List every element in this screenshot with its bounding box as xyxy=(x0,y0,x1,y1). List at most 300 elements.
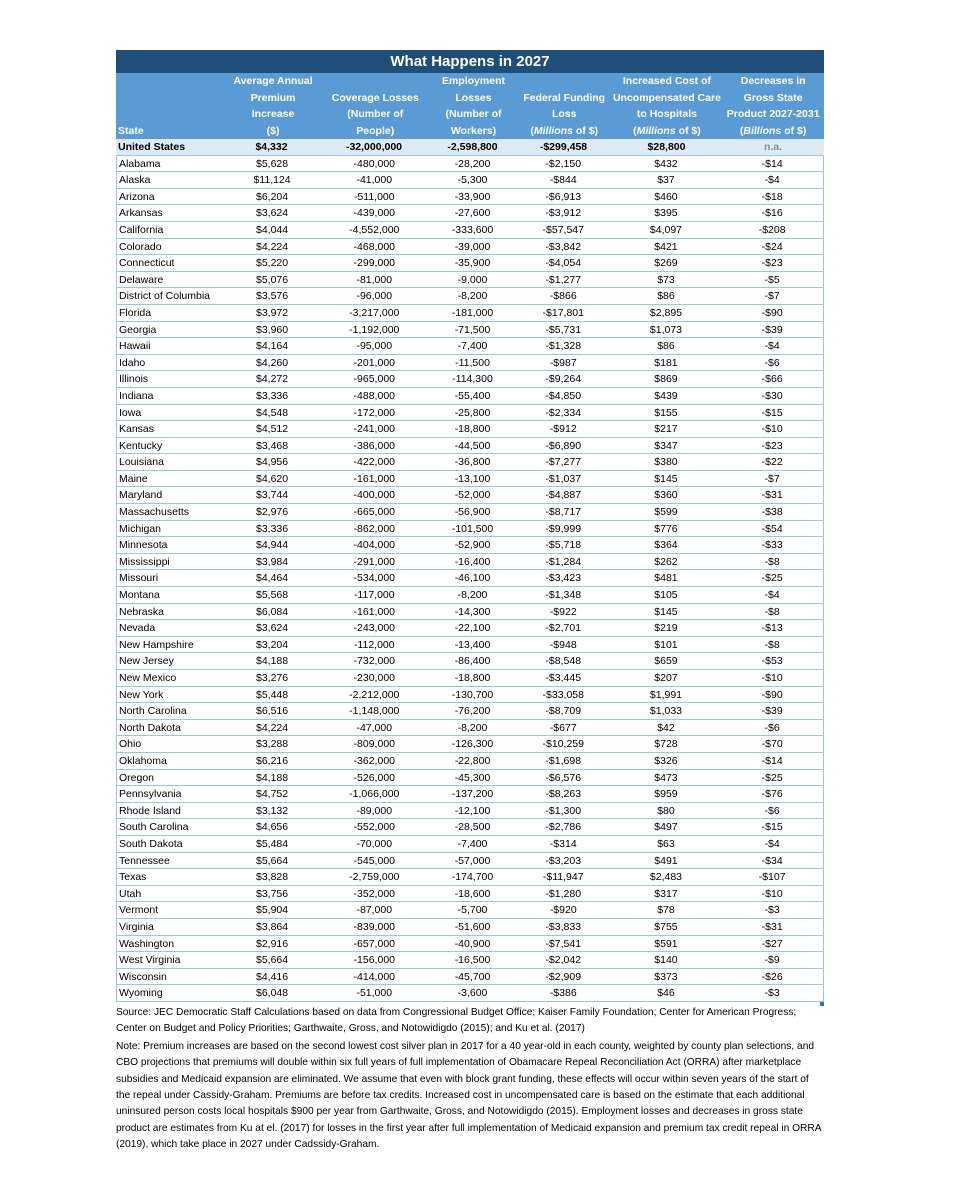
cell-federal: -$7,541 xyxy=(545,937,582,950)
table-row xyxy=(117,587,823,604)
table-row xyxy=(117,919,823,936)
cell-state: Georgia xyxy=(119,323,157,336)
cell-premium: $5,448 xyxy=(256,688,289,701)
table-row xyxy=(117,172,823,189)
cell-uncompensated: $46 xyxy=(657,987,675,1000)
cell-federal: -$4,054 xyxy=(545,257,582,270)
cell-employment: -46,100 xyxy=(454,572,491,585)
cell-employment: -51,600 xyxy=(454,920,491,933)
cell-federal: -$8,717 xyxy=(545,506,582,519)
data-table xyxy=(116,50,824,1002)
cell-coverage: -4,552,000 xyxy=(349,223,400,236)
cell-uncompensated: $1,991 xyxy=(649,688,683,701)
cell-state: Kansas xyxy=(119,423,155,436)
table-row xyxy=(117,371,823,388)
cell-federal: -$1,348 xyxy=(545,589,582,602)
header-line: Product 2027-2031 xyxy=(726,108,820,120)
header-state-label: State xyxy=(118,124,144,137)
cell-coverage: -89,000 xyxy=(356,804,393,817)
cell-federal: -$866 xyxy=(549,290,577,303)
cell-state: California xyxy=(119,223,164,236)
cell-federal: -$386 xyxy=(549,987,577,1000)
cell-employment: -114,300 xyxy=(452,373,493,386)
cell-federal: -$4,887 xyxy=(545,489,582,502)
cell-uncompensated: $2,895 xyxy=(649,306,683,319)
cell-uncompensated: $37 xyxy=(657,174,675,187)
cell-gsp: -$90 xyxy=(761,688,783,701)
cell-uncompensated: $63 xyxy=(657,837,675,850)
cell-coverage: -862,000 xyxy=(353,522,395,535)
cell-gsp: -$208 xyxy=(758,223,786,236)
cell-coverage: -117,000 xyxy=(353,589,395,602)
cell-state: Alabama xyxy=(119,157,161,170)
cell-federal: -$987 xyxy=(549,356,577,369)
table-header xyxy=(116,73,824,139)
cell-coverage: -161,000 xyxy=(353,472,395,485)
cell-uncompensated: $326 xyxy=(654,754,678,767)
cell-premium: $4,044 xyxy=(256,223,289,236)
cell-state: District of Columbia xyxy=(119,290,211,303)
cell-employment: -57,000 xyxy=(454,854,491,867)
source-text: Source: JEC Democratic Staff Calculations based on data from Congressional Budget Office; Kaiser Family Foundation; Center for American Progress; Center on Budget and Policy Priorities; Garthwaite, Gross, and Notowidigdo (2015); and Ku et al. (2017) xyxy=(116,1007,797,1035)
cell-employment: -7,400 xyxy=(457,340,488,353)
cell-gsp: -$10 xyxy=(761,887,783,900)
cell-uncompensated: $42 xyxy=(657,721,675,734)
cell-uncompensated: $181 xyxy=(654,356,678,369)
table-row xyxy=(117,570,823,587)
cell-employment: -18,800 xyxy=(454,423,491,436)
cell-premium: $4,752 xyxy=(256,788,289,801)
cell-federal: -$2,150 xyxy=(545,157,582,170)
table-row xyxy=(117,819,823,836)
header-line: Premium xyxy=(250,91,296,104)
cell-state: Indiana xyxy=(119,389,154,402)
cell-premium: $4,464 xyxy=(256,572,289,585)
total-employment: -2,598,800 xyxy=(447,141,498,153)
cell-state: Michigan xyxy=(119,522,162,535)
cell-uncompensated: $80 xyxy=(657,804,675,817)
cell-coverage: -3,217,000 xyxy=(349,306,400,319)
cell-gsp: -$4 xyxy=(764,837,780,850)
cell-premium: $5,076 xyxy=(256,273,289,286)
cell-coverage: -665,000 xyxy=(353,506,395,519)
cell-employment: -7,400 xyxy=(457,837,488,850)
cell-federal: -$8,709 xyxy=(545,705,582,718)
cell-coverage: -299,000 xyxy=(353,257,395,270)
cell-employment: -5,300 xyxy=(457,174,488,187)
notes xyxy=(116,1005,824,1155)
cell-uncompensated: $207 xyxy=(654,672,678,684)
cell-state: Utah xyxy=(119,887,142,900)
header-line: Increase xyxy=(251,108,295,120)
cell-premium: $3,276 xyxy=(256,672,289,684)
cell-federal: -$6,890 xyxy=(545,439,582,452)
cell-uncompensated: $140 xyxy=(654,954,678,967)
cell-uncompensated: $599 xyxy=(654,506,678,519)
cell-premium: $3,132 xyxy=(256,804,289,817)
cell-state: Arkansas xyxy=(119,207,163,220)
cell-federal: -$1,698 xyxy=(545,754,582,767)
table-row xyxy=(117,720,823,737)
cell-coverage: -156,000 xyxy=(353,954,395,967)
cell-federal: -$1,284 xyxy=(545,555,582,568)
table-row xyxy=(117,405,823,422)
cell-gsp: -$18 xyxy=(761,190,783,203)
cell-employment: -101,500 xyxy=(451,522,494,535)
header-coverage xyxy=(320,73,430,139)
header-line: Average Annual xyxy=(233,75,313,87)
cell-federal: -$10,259 xyxy=(542,738,584,751)
table-row xyxy=(117,205,823,222)
cell-state: Minnesota xyxy=(119,539,168,552)
cell-state: New Mexico xyxy=(119,672,177,684)
table-row xyxy=(117,338,823,355)
cell-employment: -14,300 xyxy=(454,605,491,618)
cell-gsp: -$4 xyxy=(764,340,780,353)
cell-gsp: -$6 xyxy=(764,721,780,734)
cell-premium: $3,984 xyxy=(256,555,289,568)
table-row xyxy=(117,952,823,969)
header-line: Loss xyxy=(551,108,577,120)
table-row xyxy=(117,156,823,173)
cell-coverage: -230,000 xyxy=(353,672,395,684)
cell-federal: -$3,912 xyxy=(545,207,582,220)
cell-premium: $4,188 xyxy=(256,655,289,668)
cell-premium: $4,272 xyxy=(256,373,289,386)
cell-federal: -$677 xyxy=(549,721,577,734)
cell-state: Maryland xyxy=(119,489,163,502)
cell-federal: -$2,042 xyxy=(545,954,582,967)
header-line: Federal Funding xyxy=(523,91,606,104)
cell-state: Montana xyxy=(119,589,160,602)
cell-coverage: -362,000 xyxy=(353,754,395,767)
cell-federal: -$9,264 xyxy=(545,373,582,386)
cell-state: New Hampshire xyxy=(119,638,194,651)
cell-coverage: -201,000 xyxy=(353,356,395,369)
header-line: to Hospitals xyxy=(636,108,697,120)
cell-federal: -$8,548 xyxy=(545,655,582,668)
cell-state: Arizona xyxy=(119,190,155,203)
cell-state: Oregon xyxy=(119,771,155,784)
table-row xyxy=(117,604,823,621)
total-gsp: n.a. xyxy=(763,141,783,153)
cell-employment: -5,700 xyxy=(457,904,488,917)
cell-state: Delaware xyxy=(119,273,164,286)
header-gsp xyxy=(722,73,824,139)
cell-premium: $3,624 xyxy=(256,207,289,220)
table-row xyxy=(117,786,823,803)
cell-federal: -$9,999 xyxy=(545,522,582,535)
cell-state: Louisiana xyxy=(119,456,164,469)
total-row xyxy=(116,139,824,156)
cell-coverage: -172,000 xyxy=(353,406,395,419)
header-line: Decreases in xyxy=(740,75,806,87)
cell-federal: -$1,328 xyxy=(545,340,582,353)
cell-employment: -35,900 xyxy=(454,257,491,270)
cell-state: Tennessee xyxy=(119,854,170,867)
cell-employment: -130,700 xyxy=(451,688,494,701)
cell-employment: -45,300 xyxy=(454,771,491,784)
table-row xyxy=(117,620,823,637)
cell-federal: -$920 xyxy=(549,904,577,917)
cell-state: Alaska xyxy=(119,174,151,187)
cell-state: South Dakota xyxy=(119,837,183,850)
cell-employment: -27,600 xyxy=(454,207,491,220)
cell-gsp: -$66 xyxy=(761,373,783,386)
cell-coverage: -400,000 xyxy=(353,489,395,502)
cell-coverage: -70,000 xyxy=(356,837,393,850)
cell-employment: -16,500 xyxy=(454,954,491,967)
header-line: (Millions of $) xyxy=(633,124,701,137)
header-line: Uncompensated Care xyxy=(612,91,721,104)
cell-coverage: -439,000 xyxy=(353,207,395,220)
cell-federal: -$8,263 xyxy=(545,788,582,801)
cell-state: Colorado xyxy=(119,240,162,253)
cell-employment: -28,200 xyxy=(454,157,491,170)
table-title: What Happens in 2027 xyxy=(116,50,824,73)
cell-uncompensated: $481 xyxy=(654,572,678,585)
table-row xyxy=(117,471,823,488)
cell-premium: $3,960 xyxy=(256,323,289,336)
cell-state: Virginia xyxy=(119,920,154,933)
table-row xyxy=(117,985,823,1002)
cell-state: Vermont xyxy=(119,904,159,917)
table-row xyxy=(117,753,823,770)
total-federal: -$299,458 xyxy=(539,141,588,153)
cell-state: New Jersey xyxy=(119,655,174,668)
cell-state: Maine xyxy=(119,472,148,485)
cell-gsp: -$23 xyxy=(761,257,783,270)
cell-premium: $4,260 xyxy=(256,356,289,369)
cell-premium: $3,468 xyxy=(256,439,289,452)
table-row xyxy=(117,770,823,787)
table-row xyxy=(117,504,823,521)
cell-state: Illinois xyxy=(119,373,149,386)
table-row xyxy=(117,554,823,571)
cell-uncompensated: $395 xyxy=(654,207,678,220)
table-row xyxy=(117,637,823,654)
cell-state: West Virginia xyxy=(119,954,181,967)
cell-coverage: -243,000 xyxy=(353,622,395,635)
cell-federal: -$1,280 xyxy=(545,887,582,900)
cell-federal: -$844 xyxy=(549,174,577,187)
cell-uncompensated: $360 xyxy=(654,489,678,502)
cell-federal: -$3,203 xyxy=(545,854,582,867)
cell-gsp: -$25 xyxy=(761,572,783,585)
cell-employment: -8,200 xyxy=(457,290,488,303)
cell-gsp: -$34 xyxy=(761,854,783,867)
cell-federal: -$5,731 xyxy=(545,323,582,336)
cell-uncompensated: $217 xyxy=(654,423,678,436)
table-row xyxy=(117,869,823,886)
table-row xyxy=(117,487,823,504)
table-row xyxy=(117,239,823,256)
cell-coverage: -1,066,000 xyxy=(349,788,400,801)
header-line: (Number of xyxy=(445,108,502,120)
cell-uncompensated: $105 xyxy=(654,589,678,602)
cell-state: Idaho xyxy=(119,356,146,369)
cell-federal: -$11,947 xyxy=(542,871,584,884)
cell-uncompensated: $421 xyxy=(654,240,678,253)
cell-gsp: -$39 xyxy=(761,323,783,336)
cell-gsp: -$31 xyxy=(761,920,783,933)
cell-coverage: -965,000 xyxy=(353,373,395,386)
cell-coverage: -1,192,000 xyxy=(349,323,400,336)
cell-uncompensated: $591 xyxy=(654,937,678,950)
cell-employment: -9,000 xyxy=(457,273,488,286)
cell-premium: $3,576 xyxy=(256,290,289,303)
cell-gsp: -$7 xyxy=(764,290,780,303)
cell-premium: $11,124 xyxy=(253,174,291,187)
cell-state: Iowa xyxy=(119,406,142,419)
table-row xyxy=(117,803,823,820)
cell-premium: $3,336 xyxy=(256,522,289,535)
cell-coverage: -87,000 xyxy=(356,904,393,917)
cell-employment: -11,500 xyxy=(455,356,490,369)
cell-uncompensated: $4,097 xyxy=(649,223,683,236)
cell-employment: -181,000 xyxy=(451,306,494,319)
cell-coverage: -526,000 xyxy=(353,771,395,784)
cell-federal: -$1,037 xyxy=(545,472,582,485)
cell-premium: $3,288 xyxy=(256,738,289,751)
cell-employment: -25,800 xyxy=(454,406,491,419)
cell-uncompensated: $1,033 xyxy=(649,705,683,718)
note-text: Note: Premium increases are based on the second lowest cost silver plan in 2017 for a 40 year-old in each county, weighted by county plan selections, and CBO projections that premiums will double within six full years of full implementation of Obamacare Repeal Reconciliation Act (ORRA) after marketplace subsidies and Medicaid expansion are eliminated. We assume that even with block grant funding, these effects will occur within seven years of the start of the repeal under Cassidy-Graham. Premiums are before tax credits. Increased cost in uncompensated care is based on the estimate that each additional uninsured person costs local hospitals $900 per year from Garthwaite, Gross, and Notowidigdo (2015). Employment losses and decreases in gross state product are estimates from Ku at el. (2017) for losses in the first year after full implementation of Medicaid expansion and premium tax credit repeal in ORRA (2019), which take place in 2027 under Cadssidy-Graham. xyxy=(116,1040,821,1151)
cell-state: Massachusetts xyxy=(119,506,190,519)
cell-uncompensated: $659 xyxy=(654,655,678,668)
cell-employment: -18,800 xyxy=(454,672,491,684)
table-row xyxy=(117,853,823,870)
cell-coverage: -404,000 xyxy=(353,539,395,552)
cell-uncompensated: $755 xyxy=(654,920,678,933)
cell-state: Missouri xyxy=(119,572,159,585)
cell-coverage: -414,000 xyxy=(353,970,395,983)
cell-federal: -$3,445 xyxy=(545,672,582,684)
cell-coverage: -41,000 xyxy=(356,174,393,187)
cell-gsp: -$8 xyxy=(764,605,780,618)
cell-gsp: -$6 xyxy=(764,804,780,817)
cell-uncompensated: $145 xyxy=(654,605,678,618)
cell-uncompensated: $497 xyxy=(654,821,678,834)
cell-state: Florida xyxy=(119,306,152,319)
header-federal xyxy=(517,73,612,139)
cell-gsp: -$33 xyxy=(761,539,783,552)
cell-premium: $4,416 xyxy=(256,970,289,983)
cell-premium: $4,956 xyxy=(256,456,289,469)
cell-coverage: -2,759,000 xyxy=(349,871,400,884)
table-row xyxy=(117,288,823,305)
header-employment xyxy=(430,73,517,139)
cell-coverage: -839,000 xyxy=(353,920,395,933)
cell-gsp: -$3 xyxy=(764,987,780,1000)
cell-federal: -$17,801 xyxy=(542,306,584,319)
cell-coverage: -488,000 xyxy=(353,389,395,402)
table-row xyxy=(117,653,823,670)
header-line: Increased Cost of xyxy=(622,75,711,87)
cell-federal: -$33,058 xyxy=(542,688,584,701)
cell-uncompensated: $78 xyxy=(657,904,675,917)
cell-employment: -55,400 xyxy=(454,389,491,402)
cell-gsp: -$10 xyxy=(761,423,783,436)
table-row xyxy=(117,936,823,953)
cell-coverage: -81,000 xyxy=(356,273,393,286)
cell-state: Mississippi xyxy=(119,555,170,568)
cell-premium: $5,904 xyxy=(256,904,289,917)
cell-employment: -39,000 xyxy=(454,240,491,253)
cell-coverage: -291,000 xyxy=(353,555,395,568)
cell-gsp: -$4 xyxy=(764,174,780,187)
cell-premium: $3,204 xyxy=(256,638,289,651)
cell-coverage: -352,000 xyxy=(353,887,395,900)
cell-premium: $5,568 xyxy=(256,589,289,602)
cell-premium: $4,944 xyxy=(256,539,289,552)
table-row xyxy=(117,222,823,239)
cell-premium: $5,628 xyxy=(256,157,289,170)
cell-uncompensated: $101 xyxy=(654,638,678,651)
header-line: Coverage Losses xyxy=(331,91,419,104)
cell-state: Nevada xyxy=(119,622,156,635)
cell-gsp: -$38 xyxy=(761,506,783,519)
cell-federal: -$1,300 xyxy=(545,804,582,817)
table-row xyxy=(117,969,823,986)
cell-uncompensated: $145 xyxy=(654,472,678,485)
cell-gsp: -$23 xyxy=(761,439,783,452)
cell-federal: -$922 xyxy=(549,605,577,618)
cell-employment: -45,700 xyxy=(454,970,491,983)
cell-federal: -$6,576 xyxy=(545,771,582,784)
cell-state: North Dakota xyxy=(119,721,181,734)
cell-uncompensated: $491 xyxy=(654,854,678,867)
cell-coverage: -47,000 xyxy=(356,721,393,734)
cell-premium: $2,916 xyxy=(256,937,289,950)
cell-federal: -$4,850 xyxy=(545,389,582,402)
cell-uncompensated: $262 xyxy=(654,555,678,568)
header-line: Workers) xyxy=(450,124,497,137)
cell-uncompensated: $2,483 xyxy=(649,871,683,884)
cell-coverage: -657,000 xyxy=(353,937,395,950)
cell-federal: -$1,277 xyxy=(545,273,582,286)
cell-premium: $3,756 xyxy=(256,887,289,900)
header-premium xyxy=(226,73,321,139)
header-state xyxy=(116,73,226,139)
cell-federal: -$2,909 xyxy=(545,970,582,983)
cell-federal: -$3,833 xyxy=(545,920,582,933)
cell-premium: $3,744 xyxy=(256,489,289,502)
cell-employment: -76,200 xyxy=(454,705,491,718)
cell-premium: $6,084 xyxy=(256,605,289,618)
cell-state: South Carolina xyxy=(119,821,189,834)
cell-state: New York xyxy=(119,688,164,701)
cell-uncompensated: $155 xyxy=(654,406,678,419)
cell-employment: -13,400 xyxy=(454,638,491,651)
cell-federal: -$57,547 xyxy=(542,223,584,236)
cell-gsp: -$76 xyxy=(761,788,783,801)
cell-uncompensated: $73 xyxy=(657,273,675,286)
cell-employment: -33,900 xyxy=(454,190,491,203)
cell-state: Connecticut xyxy=(119,257,175,270)
cell-premium: $6,216 xyxy=(256,754,289,767)
table-row xyxy=(117,255,823,272)
cell-premium: $4,188 xyxy=(256,771,289,784)
cell-federal: -$6,913 xyxy=(545,190,582,203)
cell-employment: -52,000 xyxy=(454,489,491,502)
cell-gsp: -$70 xyxy=(761,738,783,751)
cell-premium: $5,664 xyxy=(256,954,289,967)
cell-employment: -56,900 xyxy=(454,506,491,519)
cell-federal: -$314 xyxy=(549,837,577,850)
cell-state: Oklahoma xyxy=(119,754,167,767)
cell-uncompensated: $364 xyxy=(654,539,678,552)
